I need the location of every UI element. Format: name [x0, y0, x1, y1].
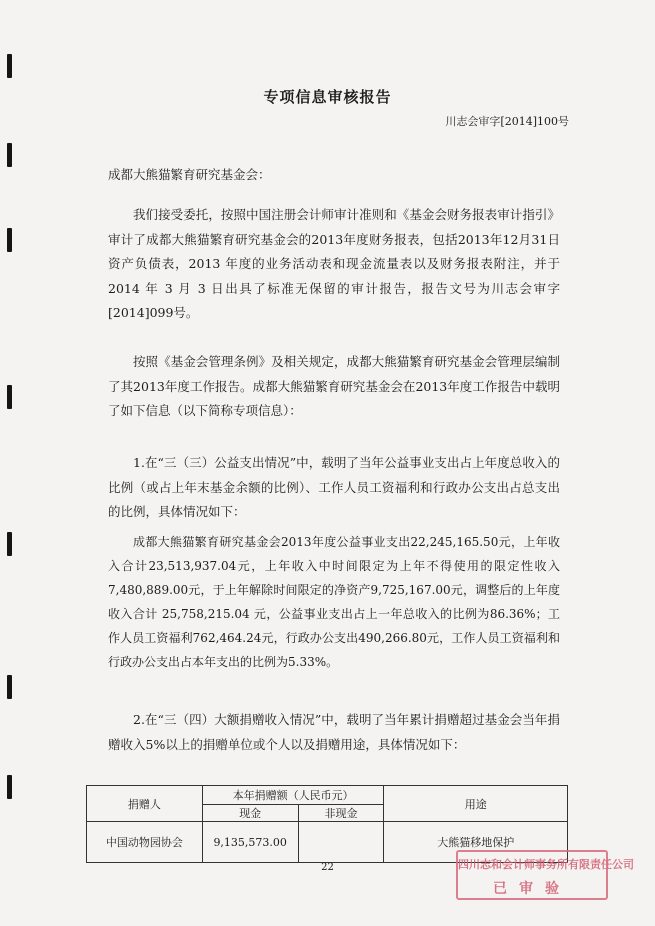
paragraph-expenditure-details: 成都大熊猫繁育研究基金会2013年度公益事业支出22,245,165.50元，上年收入合计23,513,937.04元，上年收入中时间限定为上年不得使用的限定性收入7,480,889.00元，于上年解除时间限定的净资产9,725,167.00元，调整后的上年度收入合计 25,758,215.04 元，公益事业支出占上一年总收入的比例为86.36%；工作人员工资福利762,464.24元，行政办公支出490,266.80元，工作人员工资福利和行政办公支出占本年支出的比例为5.33%。: [108, 535, 560, 669]
audit-stamp: [456, 850, 634, 900]
stamp-status: 已审验: [493, 881, 571, 897]
document-number: 川志会审字[2014]100号: [445, 115, 569, 128]
cell-noncash: [298, 822, 384, 863]
cell-usage: 大熊猫移地保护: [384, 822, 568, 863]
paragraph-public-welfare-expenditure: 1.在“三（三）公益支出情况”中，载明了当年公益事业支出占上年度总收入的比例（或占上年末基金余额的比例）、工作人员工资福利和行政办公支出占总支出的比例，具体情况如下：: [108, 455, 560, 519]
header-amount: 本年捐赠额（人民币元）: [202, 786, 384, 805]
report-title: 专项信息审核报告: [263, 88, 392, 106]
paragraph-large-donations: 2.在“三（四）大额捐赠收入情况”中，载明了当年累计捐赠超过基金会当年捐赠收入5%以上的捐赠单位或个人以及捐赠用途，具体情况如下：: [108, 712, 560, 752]
binder-hole-mark: [7, 775, 12, 799]
subheader-noncash: 非现金: [298, 805, 384, 822]
header-donor: 捐赠人: [87, 786, 203, 822]
binder-hole-mark: [7, 385, 12, 409]
binder-hole-mark: [7, 54, 12, 78]
binder-hole-mark: [7, 675, 12, 699]
header-usage: 用途: [384, 786, 568, 822]
cell-cash: 9,135,573.00: [202, 822, 298, 863]
stamp-firm-name: 四川志和会计师事务所有限责任公司: [458, 858, 634, 871]
cell-donor: 中国动物园协会: [87, 822, 203, 863]
paragraph-audit-engagement: 我们接受委托，按照中国注册会计师审计准则和《基金会财务报表审计指引》审计了成都大熊猫繁育研究基金会的2013年度财务报表，包括2013年12月31日资产负债表，2013 年度的业务活动表和现金流量表以及财务报表附注，并于2014 年 3 月 3 日出具了标准无保留的审计报告，报告文号为川志会审字[2014]099号。: [108, 207, 560, 320]
binder-hole-mark: [7, 228, 12, 252]
page-number: 22: [321, 862, 334, 873]
paragraph-work-report: 按照《基金会管理条例》及相关规定，成都大熊猫繁育研究基金会管理层编制了其2013年度工作报告。成都大熊猫繁育研究基金会在2013年度工作报告中载明了如下信息（以下简称专项信息）：: [108, 354, 560, 418]
binder-hole-mark: [7, 143, 12, 167]
binder-hole-mark: [7, 532, 12, 556]
subheader-cash: 现金: [202, 805, 298, 822]
salutation: 成都大熊猫繁育研究基金会：: [108, 167, 271, 182]
